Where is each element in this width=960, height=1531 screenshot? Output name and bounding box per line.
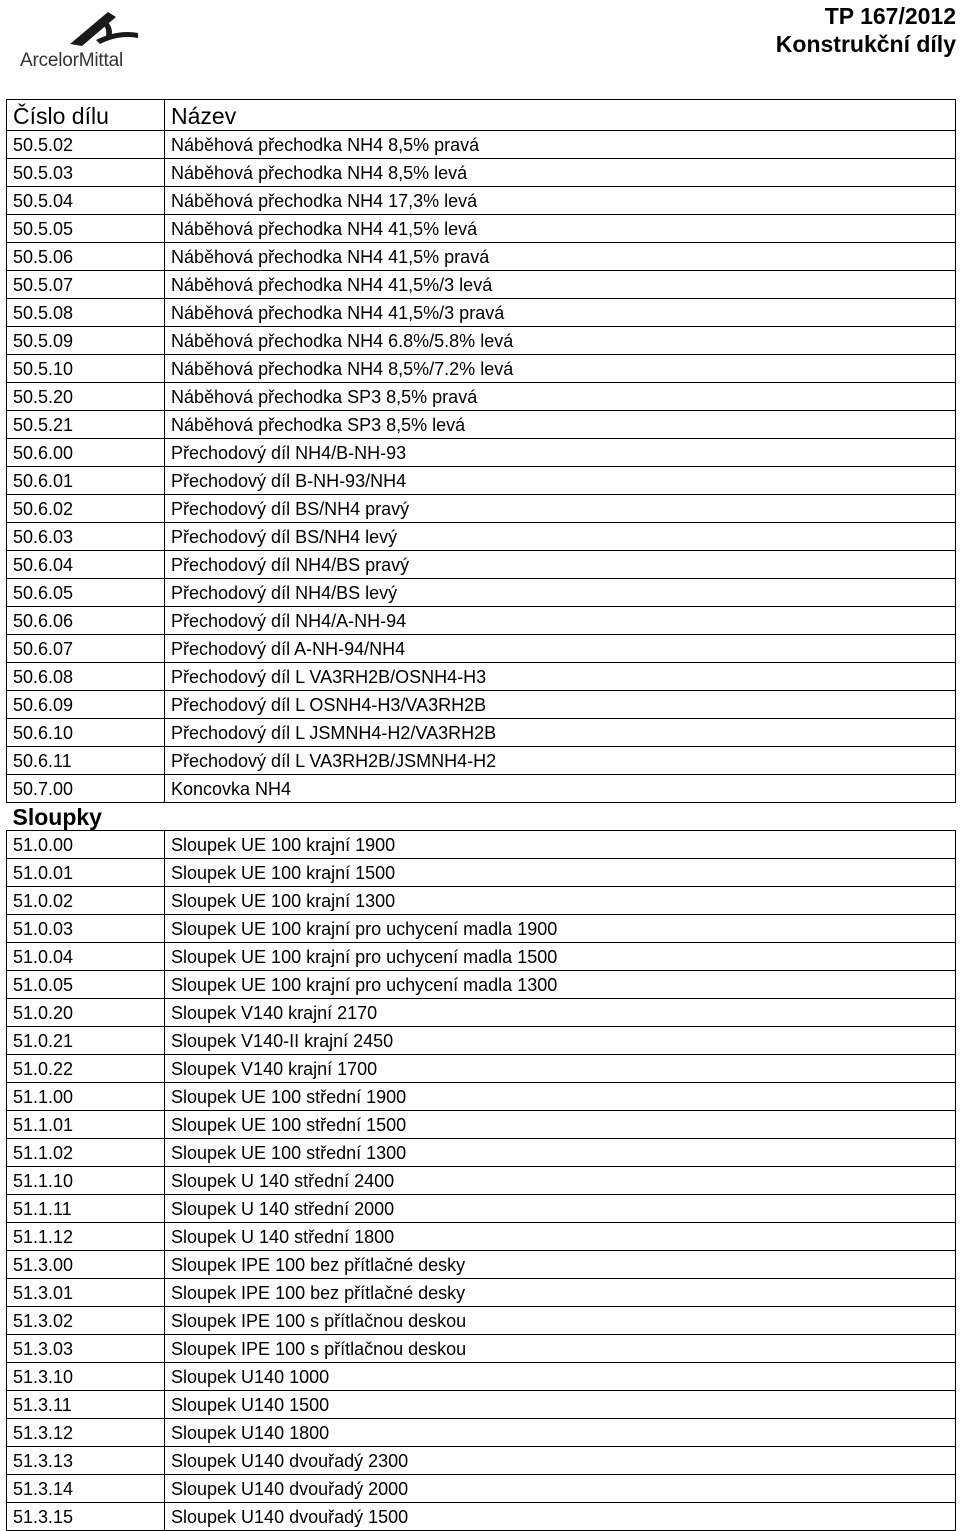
table-row: [7, 747, 956, 775]
part-number-cell: 51.3.01: [7, 1279, 165, 1307]
part-name-cell: Náběhová přechodka SP3 8,5% levá: [165, 411, 956, 439]
part-number-cell: 51.1.11: [7, 1195, 165, 1223]
logo-wordmark: ArcelorMittal: [20, 50, 123, 71]
part-name-cell: Sloupek U140 dvouřadý 1500: [165, 1503, 956, 1531]
section-heading: Sloupky: [7, 803, 956, 831]
part-number-cell: 51.3.10: [7, 1363, 165, 1391]
table-row: [7, 859, 956, 887]
part-name-cell: Sloupek V140 krajní 1700: [165, 1055, 956, 1083]
part-name-cell: Náběhová přechodka NH4 8,5% levá: [165, 159, 956, 187]
part-number-cell: 50.5.21: [7, 411, 165, 439]
part-number-cell: 50.5.06: [7, 243, 165, 271]
part-number-cell: 50.5.20: [7, 383, 165, 411]
part-number-cell: 51.1.12: [7, 1223, 165, 1251]
table-row: [7, 1223, 956, 1251]
part-number-cell: 50.7.00: [7, 775, 165, 803]
table-row: [7, 1027, 956, 1055]
part-number-cell: 51.0.01: [7, 859, 165, 887]
part-name-cell: Přechodový díl NH4/B-NH-93: [165, 439, 956, 467]
table-row: [7, 215, 956, 243]
part-number-cell: 50.5.05: [7, 215, 165, 243]
table-row: [7, 159, 956, 187]
table-row: [7, 411, 956, 439]
part-name-cell: Koncovka NH4: [165, 775, 956, 803]
part-name-cell: Sloupek V140-II krajní 2450: [165, 1027, 956, 1055]
part-name-cell: Sloupek U 140 střední 2400: [165, 1167, 956, 1195]
table-row: [7, 579, 956, 607]
table-row: [7, 1475, 956, 1503]
part-name-cell: Náběhová přechodka NH4 41,5% levá: [165, 215, 956, 243]
table-header-row: [7, 100, 956, 131]
table-row: [7, 775, 956, 803]
part-name-cell: Sloupek UE 100 krajní 1900: [165, 831, 956, 859]
part-number-cell: 50.5.02: [7, 131, 165, 159]
part-number-cell: 51.1.01: [7, 1111, 165, 1139]
table-row: [7, 1503, 956, 1531]
part-number-cell: 51.3.00: [7, 1251, 165, 1279]
part-number-cell: 51.3.13: [7, 1447, 165, 1475]
part-name-cell: Přechodový díl A-NH-94/NH4: [165, 635, 956, 663]
part-name-cell: Náběhová přechodka NH4 8,5%/7.2% levá: [165, 355, 956, 383]
table-row: [7, 1139, 956, 1167]
part-name-cell: Sloupek UE 100 krajní 1300: [165, 887, 956, 915]
part-number-cell: 50.6.06: [7, 607, 165, 635]
part-number-cell: 51.3.14: [7, 1475, 165, 1503]
part-number-cell: 51.0.03: [7, 915, 165, 943]
part-name-cell: Náběhová přechodka NH4 41,5%/3 levá: [165, 271, 956, 299]
table-row: [7, 495, 956, 523]
part-name-cell: Sloupek U140 dvouřadý 2000: [165, 1475, 956, 1503]
part-number-cell: 50.6.09: [7, 691, 165, 719]
part-number-cell: 51.0.04: [7, 943, 165, 971]
part-name-cell: Přechodový díl L VA3RH2B/OSNH4-H3: [165, 663, 956, 691]
part-number-cell: 51.3.15: [7, 1503, 165, 1531]
table-row: [7, 271, 956, 299]
table-row: [7, 1195, 956, 1223]
part-name-cell: Sloupek UE 100 krajní pro uchycení madla 1300: [165, 971, 956, 999]
part-number-cell: 50.6.04: [7, 551, 165, 579]
part-name-cell: Přechodový díl L JSMNH4-H2/VA3RH2B: [165, 719, 956, 747]
table-row: [7, 299, 956, 327]
table-row: [7, 187, 956, 215]
part-name-cell: Náběhová přechodka SP3 8,5% pravá: [165, 383, 956, 411]
table-row: [7, 1363, 956, 1391]
table-row: [7, 999, 956, 1027]
table-row: [7, 355, 956, 383]
part-number-cell: 51.0.05: [7, 971, 165, 999]
part-name-cell: Sloupek IPE 100 s přítlačnou deskou: [165, 1335, 956, 1363]
table-row: [7, 1391, 956, 1419]
document-title: Konstrukční díly: [775, 31, 956, 57]
table-row: [7, 1167, 956, 1195]
part-name-cell: Sloupek U140 1000: [165, 1363, 956, 1391]
part-number-cell: 51.3.12: [7, 1419, 165, 1447]
parts-table: [6, 99, 956, 1531]
part-name-cell: Přechodový díl L OSNH4-H3/VA3RH2B: [165, 691, 956, 719]
table-row: [7, 439, 956, 467]
table-row: [7, 943, 956, 971]
part-name-cell: Sloupek U 140 střední 2000: [165, 1195, 956, 1223]
table-row: [7, 523, 956, 551]
part-name-cell: Náběhová přechodka NH4 17,3% levá: [165, 187, 956, 215]
part-name-cell: Přechodový díl BS/NH4 pravý: [165, 495, 956, 523]
table-row: [7, 1083, 956, 1111]
part-number-cell: 50.6.10: [7, 719, 165, 747]
column-header-part-number: Číslo dílu: [7, 100, 165, 131]
part-number-cell: 51.1.00: [7, 1083, 165, 1111]
part-name-cell: Náběhová přechodka NH4 41,5%/3 pravá: [165, 299, 956, 327]
table-row: [7, 971, 956, 999]
column-header-name: Název: [165, 100, 956, 131]
part-name-cell: Náběhová přechodka NH4 41,5% pravá: [165, 243, 956, 271]
part-number-cell: 50.6.08: [7, 663, 165, 691]
part-number-cell: 50.5.09: [7, 327, 165, 355]
part-name-cell: Sloupek V140 krajní 2170: [165, 999, 956, 1027]
part-number-cell: 50.5.04: [7, 187, 165, 215]
part-name-cell: Sloupek UE 100 střední 1300: [165, 1139, 956, 1167]
part-number-cell: 51.1.02: [7, 1139, 165, 1167]
part-name-cell: Sloupek UE 100 krajní pro uchycení madla 1900: [165, 915, 956, 943]
part-number-cell: 50.6.01: [7, 467, 165, 495]
table-row: [7, 1251, 956, 1279]
table-row: [7, 1279, 956, 1307]
arcelormittal-logo: [8, 6, 138, 72]
table-row: [7, 607, 956, 635]
table-row: [7, 551, 956, 579]
parts-table-body: [7, 100, 956, 1531]
arcelormittal-logo-mark: [8, 6, 138, 50]
part-name-cell: Sloupek IPE 100 bez přítlačné desky: [165, 1251, 956, 1279]
part-name-cell: Přechodový díl NH4/BS pravý: [165, 551, 956, 579]
part-name-cell: Sloupek U140 1800: [165, 1419, 956, 1447]
part-number-cell: 51.0.21: [7, 1027, 165, 1055]
part-number-cell: 51.0.00: [7, 831, 165, 859]
part-number-cell: 50.5.08: [7, 299, 165, 327]
table-row: [7, 467, 956, 495]
part-name-cell: Sloupek U140 dvouřadý 2300: [165, 1447, 956, 1475]
table-row: [7, 663, 956, 691]
part-name-cell: Sloupek U140 1500: [165, 1391, 956, 1419]
table-row: [7, 635, 956, 663]
part-number-cell: 51.0.20: [7, 999, 165, 1027]
part-name-cell: Sloupek IPE 100 bez přítlačné desky: [165, 1279, 956, 1307]
part-name-cell: Sloupek UE 100 střední 1500: [165, 1111, 956, 1139]
part-number-cell: 51.3.03: [7, 1335, 165, 1363]
part-name-cell: Přechodový díl BS/NH4 levý: [165, 523, 956, 551]
part-name-cell: Sloupek U 140 střední 1800: [165, 1223, 956, 1251]
part-name-cell: Sloupek IPE 100 s přítlačnou deskou: [165, 1307, 956, 1335]
table-row: [7, 1111, 956, 1139]
part-number-cell: 50.5.03: [7, 159, 165, 187]
part-number-cell: 50.6.02: [7, 495, 165, 523]
table-row: [7, 1055, 956, 1083]
table-row: [7, 915, 956, 943]
part-number-cell: 51.0.02: [7, 887, 165, 915]
table-row: [7, 719, 956, 747]
part-number-cell: 51.3.02: [7, 1307, 165, 1335]
table-row: [7, 1307, 956, 1335]
part-number-cell: 50.5.10: [7, 355, 165, 383]
part-name-cell: Přechodový díl NH4/BS levý: [165, 579, 956, 607]
part-name-cell: Sloupek UE 100 krajní pro uchycení madla 1500: [165, 943, 956, 971]
part-number-cell: 51.0.22: [7, 1055, 165, 1083]
page-header: [0, 0, 960, 96]
part-name-cell: Náběhová přechodka NH4 6.8%/5.8% levá: [165, 327, 956, 355]
part-number-cell: 51.3.11: [7, 1391, 165, 1419]
part-name-cell: Přechodový díl B-NH-93/NH4: [165, 467, 956, 495]
part-name-cell: Přechodový díl L VA3RH2B/JSMNH4-H2: [165, 747, 956, 775]
part-number-cell: 50.6.11: [7, 747, 165, 775]
table-row: [7, 831, 956, 859]
table-row: [7, 887, 956, 915]
part-number-cell: 51.1.10: [7, 1167, 165, 1195]
part-number-cell: 50.5.07: [7, 271, 165, 299]
document-info: [776, 2, 956, 58]
part-number-cell: 50.6.07: [7, 635, 165, 663]
part-name-cell: Sloupek UE 100 střední 1900: [165, 1083, 956, 1111]
table-row: [7, 383, 956, 411]
table-row: [7, 1335, 956, 1363]
table-row: [7, 327, 956, 355]
table-row: [7, 1447, 956, 1475]
document-number: TP 167/2012: [824, 3, 956, 29]
part-number-cell: 50.6.03: [7, 523, 165, 551]
table-row: [7, 691, 956, 719]
part-name-cell: Sloupek UE 100 krajní 1500: [165, 859, 956, 887]
part-name-cell: Přechodový díl NH4/A-NH-94: [165, 607, 956, 635]
table-row: [7, 131, 956, 159]
part-number-cell: 50.6.05: [7, 579, 165, 607]
part-name-cell: Náběhová přechodka NH4 8,5% pravá: [165, 131, 956, 159]
part-number-cell: 50.6.00: [7, 439, 165, 467]
section-heading-row: [7, 803, 956, 831]
table-row: [7, 243, 956, 271]
table-row: [7, 1419, 956, 1447]
